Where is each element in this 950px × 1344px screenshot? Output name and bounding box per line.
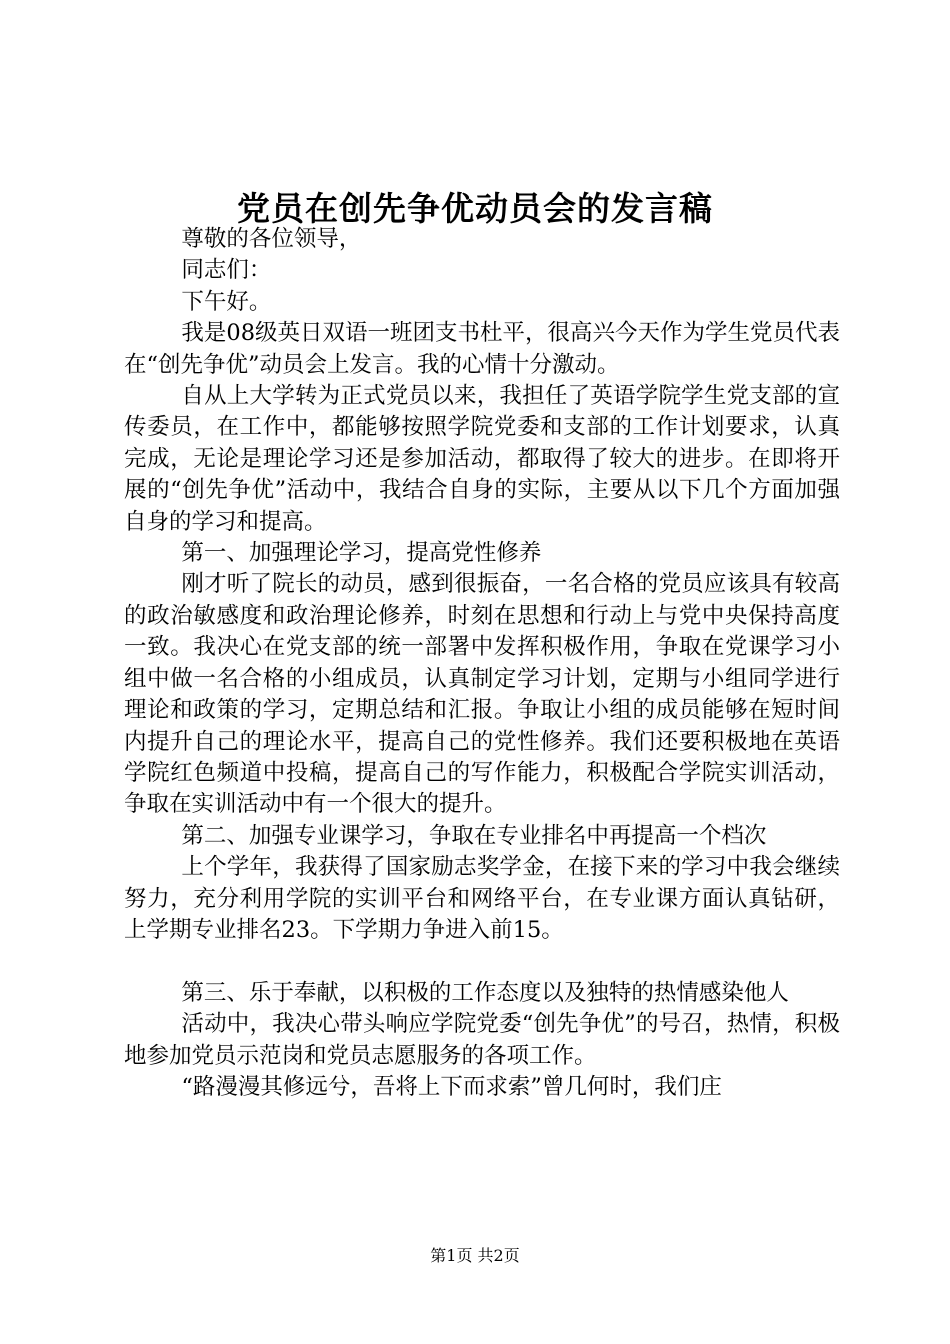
- heading-point-two: 第二、加强专业课学习，争取在专业排名中再提高一个档次: [181, 822, 767, 849]
- salutation-comrades: 同志们：: [181, 257, 272, 284]
- salutation-leaders: 尊敬的各位领导，: [181, 226, 362, 252]
- paragraph-background: 自从上大学转为正式党员以来，我担任了英语学院学生党支部的宣传委员，在工作中，都能够按照学院党委和支部的工作计划要求，认真完成，无论是理论学习还是参加活动，都取得了较大的进步。在即将开展的“创先争优”活动中，我结合自身的实际，主要从以下几个方面加强自身的学习和提高。: [124, 383, 840, 535]
- paragraph-point-two: 上个学年，我获得了国家励志奖学金，在接下来的学习中我会继续努力，充分利用学院的实训平台和网络平台，在专业课方面认真钻研，上学期专业排名23。下学期力争进入前15。: [124, 854, 840, 943]
- greeting: 下午好。: [181, 288, 272, 315]
- paragraph-intro: 我是08级英日双语一班团支书杜平，很高兴今天作为学生党员代表在“创先争优”动员会上发言。我的心情十分激动。: [124, 320, 841, 378]
- paragraph-point-three: 活动中，我决心带头响应学院党委“创先争优”的号召，热情，积极地参加党员示范岗和党员志愿服务的各项工作。: [124, 1011, 840, 1069]
- blank-line: [124, 946, 840, 977]
- page-number-footer: 第1页 共2页: [430, 1246, 520, 1265]
- heading-point-one: 第一、加强理论学习，提高党性修养: [181, 540, 542, 567]
- document-body: [124, 224, 840, 1103]
- paragraph-closing-start: “路漫漫其修远兮，吾将上下而求索”曾几何时，我们庄: [181, 1073, 722, 1100]
- heading-point-three: 第三、乐于奉献，以积极的工作态度以及独特的热情感染他人: [181, 979, 789, 1006]
- document-title: 党员在创先争优动员会的发言稿: [237, 189, 713, 228]
- paragraph-point-one: 刚才听了院长的动员，感到很振奋，一名合格的党员应该具有较高的政治敏感度和政治理论修养，时刻在思想和行动上与党中央保持高度一致。我决心在党支部的统一部署中发挥积极作用，争取在党课学习小组中做一名合格的小组成员，认真制定学习计划，定期与小组同学进行理论和政策的学习，定期总结和汇报。争取让小组的成员能够在短时间内提升自己的理论水平，提高自己的党性修养。我们还要积极地在英语学院红色频道中投稿，提高自己的写作能力，积极配合学院实训活动，争取在实训活动中有一个很大的提升。: [124, 571, 840, 818]
